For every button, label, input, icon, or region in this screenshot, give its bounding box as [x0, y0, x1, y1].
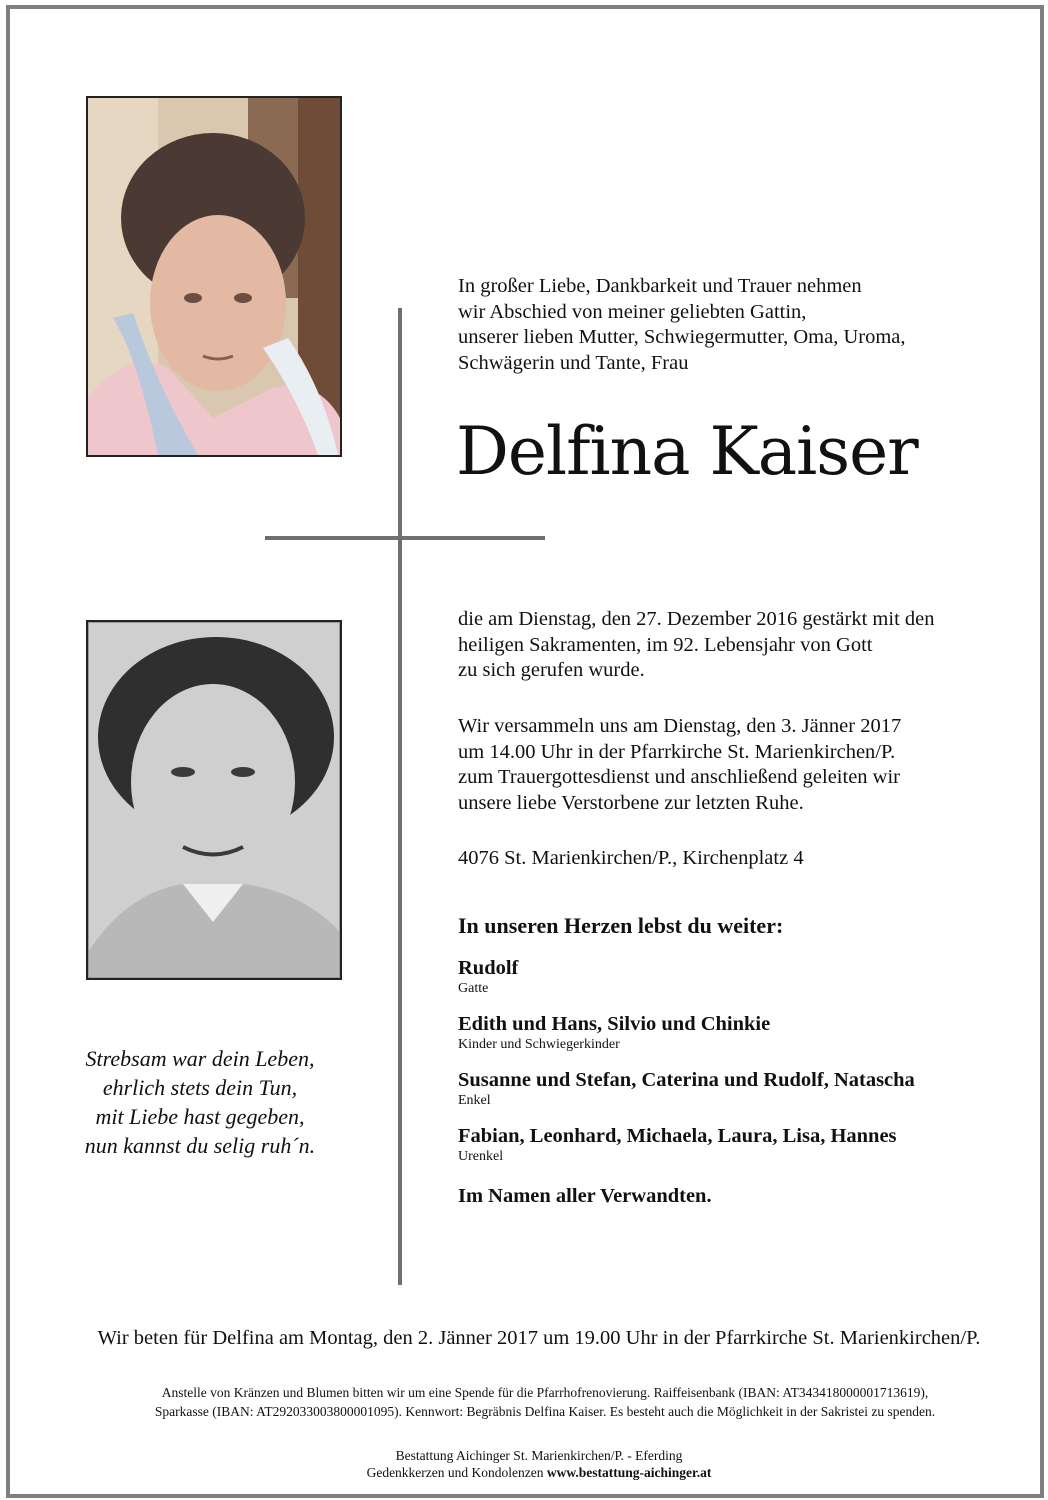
poem-line: nun kannst du selig ruh´n. — [84, 1133, 316, 1158]
portrait-photo-recent — [86, 96, 342, 457]
footer-condolence-line — [0, 1464, 1048, 1481]
condolence-label: Gedenkkerzen und Kondolenzen — [366, 1465, 547, 1480]
funeral-line: unsere liebe Verstorbene zur letzten Ruhe. — [458, 791, 804, 814]
deceased-name: Delfina Kaiser — [456, 413, 918, 490]
intro-line: Schwägerin und Tante, Frau — [458, 351, 689, 374]
mourner-role: Gatte — [458, 981, 489, 996]
donation-line: Anstelle von Kränzen und Blumen bitten wir um eine Spende für die Pfarrhofrenovierung. Raiffeisenbank (IBAN: AT343418000001713619), — [161, 1385, 929, 1400]
mourner-names: Rudolf — [458, 957, 519, 979]
intro-text — [458, 274, 1018, 376]
prayer-announcement: Wir beten für Delfina am Montag, den 2. Jänner 2017 um 19.00 Uhr in der Pfarrkirche St. Marienkirchen/P. — [97, 1327, 981, 1349]
mourner-group — [458, 1011, 770, 1053]
poem-line: mit Liebe hast gegeben, — [95, 1104, 305, 1129]
funeral-line: Wir versammeln uns am Dienstag, den 3. Jänner 2017 — [458, 715, 902, 737]
funeral-line: um 14.00 Uhr in der Pfarrkirche St. Marienkirchen/P. — [458, 740, 896, 763]
death-line: zu sich gerufen wurde. — [458, 659, 645, 681]
website-link[interactable]: www.bestattung-aichinger.at — [546, 1465, 712, 1480]
poem-line: ehrlich stets dein Tun, — [102, 1075, 298, 1100]
mourner-names: Susanne und Stefan, Caterina und Rudolf, Natascha — [458, 1069, 915, 1091]
address: 4076 St. Marienkirchen/P., Kirchenplatz 4 — [458, 847, 804, 869]
mourner-group — [458, 1067, 915, 1109]
death-notice — [458, 607, 1018, 684]
mourner-role: Urenkel — [458, 1149, 504, 1164]
poem-line: Strebsam war dein Leben, — [85, 1046, 315, 1071]
mourner-role: Kinder und Schwiegerkinder — [458, 1037, 620, 1052]
mourner-group — [458, 1123, 897, 1165]
death-line: die am Dienstag, den 27. Dezember 2016 gestärkt mit den — [458, 608, 935, 630]
mourner-role: Enkel — [458, 1093, 491, 1108]
mourner-names: Fabian, Leonhard, Michaela, Laura, Lisa, Hannes — [458, 1125, 897, 1147]
death-line: heiligen Sakramenten, im 92. Lebensjahr von Gott — [458, 633, 873, 656]
funeral-info — [458, 714, 1018, 816]
funeral-home-footer — [0, 1447, 1048, 1481]
memorial-poem — [50, 1044, 350, 1160]
funeral-home-name: Bestattung Aichinger St. Marienkirchen/P. - Eferding — [395, 1448, 683, 1463]
intro-line: unserer lieben Mutter, Schwiegermutter, Oma, Uroma, — [458, 326, 906, 348]
mourner-group — [458, 955, 518, 997]
donation-notice — [70, 1383, 1020, 1421]
mourner-names: Edith und Hans, Silvio und Chinkie — [458, 1013, 771, 1035]
mourners-closing: Im Namen aller Verwandten. — [458, 1185, 712, 1207]
intro-line: In großer Liebe, Dankbarkeit und Trauer nehmen — [458, 275, 862, 297]
intro-line: wir Abschied von meiner geliebten Gattin, — [458, 300, 807, 323]
portrait-photo-young — [86, 620, 342, 980]
donation-line: Sparkasse (IBAN: AT292033003800001095). Kennwort: Begräbnis Delfina Kaiser. Es besteht auch die Möglichkeit in der Sakristei zu spenden. — [154, 1404, 936, 1419]
mourners-heading: In unseren Herzen lebst du weiter: — [458, 913, 784, 938]
cross-horizontal-bar — [265, 536, 545, 540]
cross-vertical-bar — [398, 308, 402, 1285]
funeral-line: zum Trauergottesdienst und anschließend geleiten wir — [458, 766, 900, 788]
